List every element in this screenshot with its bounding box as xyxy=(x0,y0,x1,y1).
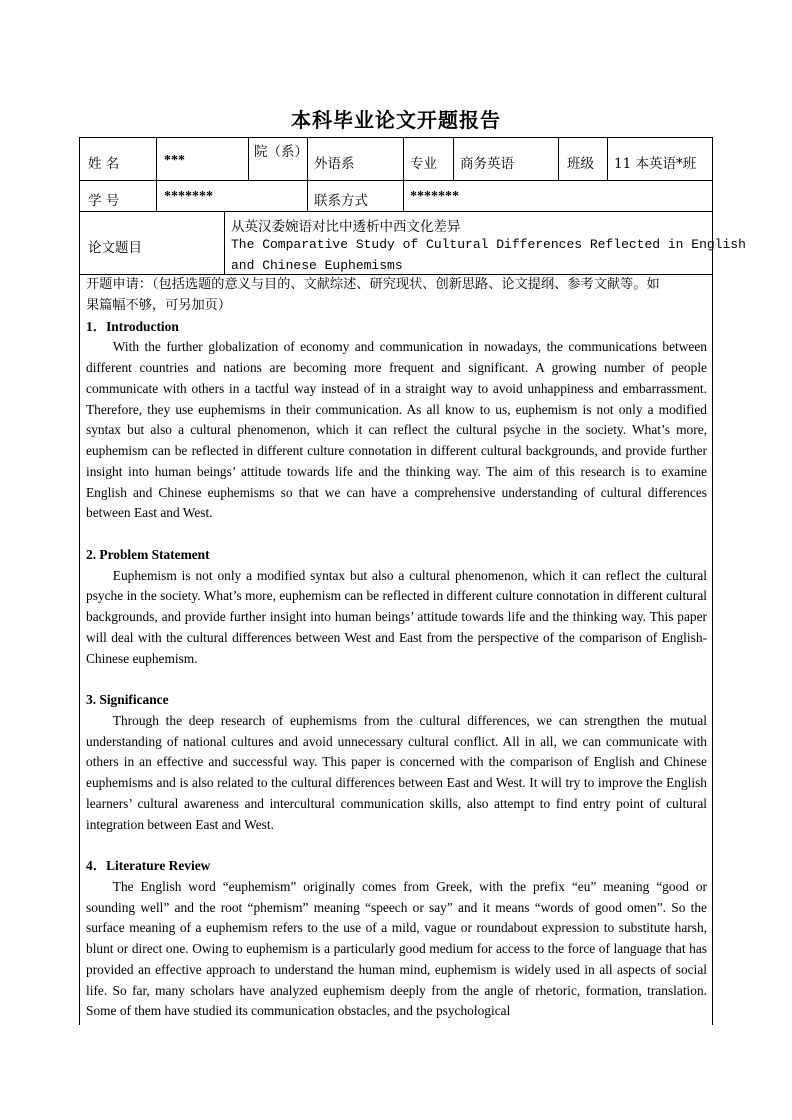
row-divider xyxy=(79,211,713,212)
proposal-note-line-1: 开题申请：（包括选题的意义与目的、文献综述、研究现状、创新思路、论文提纲、参考文献等。如 xyxy=(86,277,660,292)
col-divider xyxy=(403,137,404,211)
section-text-problem-statement: Euphemism is not only a modified syntax but also a cultural phenomenon, which it can reflect the cultural psyche in the society. What’s more, euphemism can be reflected in different culture connotation in different cultural backgrounds, and provide further insight into human beings’ attitude towards life and the thinking way. This paper will deal with the cultural differences between West and East from the perspective of the comparison of English-Chinese euphemism. xyxy=(86,567,707,666)
section-heading-problem-statement: 2. Problem Statement xyxy=(86,546,210,562)
spacer xyxy=(86,669,707,690)
contact-value: ******* xyxy=(410,189,459,204)
name-label: 姓 名 xyxy=(88,156,120,172)
proposal-note-line-2: 果篇幅不够，可另加页） xyxy=(86,297,232,313)
col-divider xyxy=(607,137,608,180)
section-text-significance: Through the deep research of euphemisms from the cultural differences, we can strengthen the mutual understanding of national cultures and avoid unnecessary cultural conflict. All in all, we can communicate with others in an effective and successful way. This paper is concerned with the comparison of English and Chinese euphemisms and is also related to the cultural differences between East and West. It will try to improve the English learners’ cultural awareness and intercultural communication skills, also attempt to find entry point of cultural integration between East and West. xyxy=(86,712,707,832)
contact-label: 联系方式 xyxy=(314,193,368,209)
col-divider xyxy=(248,137,249,180)
major-label: 专业 xyxy=(410,156,437,172)
col-divider xyxy=(453,137,454,180)
topic-chinese: 从英汉委婉语对比中透析中西文化差异 xyxy=(231,219,461,235)
section-heading-introduction: 1．Introduction xyxy=(86,318,179,334)
class-value: 11 本英语*班 xyxy=(614,156,697,172)
section-text-literature-review: The English word “euphemism” originally comes from Greek, with the prefix “eu” meaning “good or sounding well” and the root “phemism” meaning “speech or say” and it means “words of good omen”. So the surface meaning of a euphemism refers to the use of a mild, vague or roundabout expression to substitute harsh, blunt or direct one. Owing to euphemism is a particularly good medium for access to the force of language that has provided an effective approach to understand the human mind, euphemism is widely used in all aspects of social life. So far, many scholars have analyzed euphemism deeply from the angle of rhetoric, formation, translation. Some of them have studied its communication obstacles, and the psychological xyxy=(86,878,707,1019)
topic-english-line-1: The Comparative Study of Cultural Differences Reflected in English xyxy=(231,237,746,252)
id-value: ******* xyxy=(164,189,213,204)
page-title: 本科毕业论文开题报告 xyxy=(291,108,501,132)
dept-value: 外语系 xyxy=(314,156,355,172)
row-divider xyxy=(79,180,713,181)
proposal-body xyxy=(86,275,707,1022)
proposal-note xyxy=(86,275,707,317)
topic-english-line-2: and Chinese Euphemisms xyxy=(231,258,403,273)
section-heading-significance: 3. Significance xyxy=(86,692,169,707)
spacer xyxy=(86,524,707,545)
section-text-introduction: With the further globalization of economy and communication in nowadays, the communications between different countries and nations are becoming more frequent and significant. A growing number of people communicate with others in a tactful way instead of in a straight way to avoid unhappiness and embarrassment. Therefore, they use euphemisms in their communication. As all know to us, euphemism is not only a modified syntax but also a cultural phenomenon, which it can reflect the cultural psyche in the society. What’s more, euphemism can be reflected in different culture connotation in different cultural backgrounds, and provide further insight into human beings’ attitude towards life and the thinking way. The aim of this research is to examine English and Chinese euphemisms so that we can have a comprehensive understanding of cultural differences between East and West. xyxy=(86,339,707,521)
topic-label: 论文题目 xyxy=(88,240,142,256)
id-label: 学 号 xyxy=(88,193,120,209)
major-value: 商务英语 xyxy=(460,156,514,172)
section-heading-literature-review: 4．Literature Review xyxy=(86,858,211,873)
class-label: 班级 xyxy=(567,156,594,172)
col-divider xyxy=(558,137,559,180)
dept-label: 院（系） xyxy=(254,144,308,160)
col-divider xyxy=(156,137,157,211)
col-divider xyxy=(224,211,225,274)
spacer xyxy=(86,835,707,856)
name-value: *** xyxy=(164,153,185,168)
